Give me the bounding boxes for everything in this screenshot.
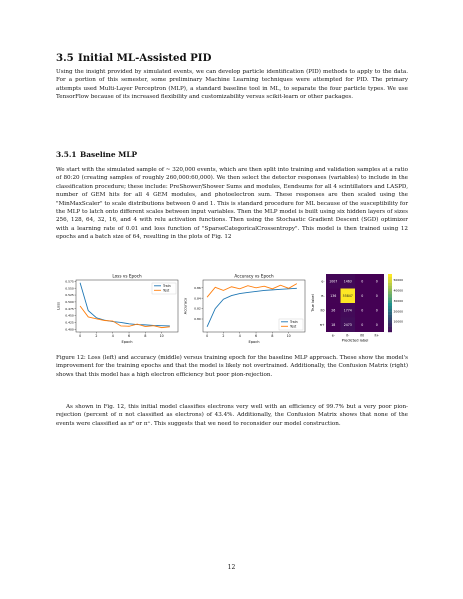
loss-ytick-label: 0.575	[65, 279, 74, 284]
cm-colorbar-segment	[388, 309, 392, 312]
cm-cell-value: 0	[361, 293, 364, 298]
loss-xtick-label: 4	[111, 334, 114, 338]
accuracy-chart	[183, 272, 309, 346]
cm-colorbar-tick-label: 50000	[393, 278, 404, 283]
cm-xtick-label: e-	[331, 333, 335, 338]
subsection-number: 3.5.1	[56, 150, 77, 159]
cm-colorbar-tick-label: 20000	[393, 309, 404, 314]
cm-ytick-label: π0	[320, 308, 325, 313]
loss-xtick-label: 8	[144, 334, 147, 338]
cm-colorbar-segment	[388, 312, 392, 315]
accuracy-ytick-label: 0.84	[194, 296, 201, 301]
cm-cell-value: 1463	[343, 279, 352, 284]
cm-cell-value: 0	[361, 322, 364, 327]
cm-colorbar-segment	[388, 323, 392, 326]
loss-xlabel: Epoch	[121, 340, 133, 344]
cm-colorbar-segment	[388, 320, 392, 323]
loss-ytick-label: 0.450	[65, 313, 74, 318]
loss-ylabel: Loss	[56, 302, 61, 310]
accuracy-xtick-label: 10	[286, 334, 291, 338]
cm-colorbar-segment	[388, 329, 392, 332]
cm-xtick-label: π+	[374, 333, 380, 338]
mlp-paragraph: We start with the simulated sample of ~ 320,000 events, which are then split into training and validation samples at a ratio of 80:20 (creating samples of roughly 260,000:60,000). We then select the detector responses (variables) to include in the classification procedure; these include: PreShower/Shower Sums and modules, Eendsums for all 4 scintillators and LASPD, number of GEM hits for all 4 GEM modules, and photoelectron sum. These responses are then scaled using the "MinMaxScaler" to scale distributions between 0 and 1. This is standard procedure for ML because of the susceptibility for the MLP to latch onto different scales between input variables. Then the MLP model is built using six hidden layers of sizes 256, 128, 64, 32, 16, and 4 with relu activation functions. Then using the Stochastic Gradient Descent (SGD) optimizer with a learning rate of 0.01 and loss function of "SparseCategoricalCrossentropy". This model is then trained using 12 epochs and a batch size of 64, resulting in the plots of Fig. 12	[56, 167, 408, 241]
cm-ytick-label: π+	[319, 322, 325, 327]
cm-cell-value: 0	[361, 279, 364, 284]
cm-cell-value: 0	[361, 308, 364, 313]
cm-cell-value: 136	[330, 293, 337, 298]
accuracy-xtick-label: 4	[238, 334, 241, 338]
section-title-text: Initial ML-Assisted PID	[78, 52, 212, 64]
accuracy-xtick-label: 8	[271, 334, 274, 338]
accuracy-title: Accuracy vs Epoch	[234, 273, 274, 279]
cm-cell-value: 26	[331, 308, 336, 313]
cm-xtick-label: π-	[346, 333, 350, 338]
accuracy-xlabel: Epoch	[248, 340, 260, 344]
accuracy-xtick-label: 6	[255, 334, 258, 338]
accuracy-ylabel: Accuracy	[183, 297, 188, 315]
section-number: 3.5	[56, 52, 74, 64]
cm-cell-value: 18	[331, 322, 336, 327]
cm-cell-value: 0	[375, 279, 378, 284]
loss-ytick-label: 0.475	[65, 306, 74, 311]
cm-colorbar-segment	[388, 315, 392, 318]
cm-cell-value: 0	[375, 322, 378, 327]
section-title	[56, 52, 211, 64]
cm-colorbar-segment	[388, 289, 392, 292]
subsection-title-text: Baseline MLP	[80, 150, 138, 159]
figure-caption: Figure 12: Loss (left) and accuracy (middle) versus training epoch for the baseline MLP approach. These show the model's improvement for the training epochs and that the model is likely not overtrained. Additionally, the Confusion Matrix (right) shows that this model has a high electron efficiency but poor pion-rejection.	[56, 355, 408, 378]
cm-colorbar-segment	[388, 326, 392, 329]
cm-colorbar-segment	[388, 318, 392, 321]
accuracy-ytick-label: 0.82	[194, 306, 201, 311]
accuracy-legend-label: Test	[290, 324, 297, 329]
cm-colorbar-segment	[388, 294, 392, 297]
cm-colorbar-segment	[388, 283, 392, 286]
accuracy-xtick-label: 0	[206, 334, 209, 338]
cm-colorbar-tick-label: 30000	[393, 298, 404, 303]
cm-colorbar-segment	[388, 291, 392, 294]
cm-cell-value: 0	[375, 293, 378, 298]
cm-xtick-label: π0	[360, 333, 365, 338]
intro-paragraph: Using the insight provided by simulated events, we can develop particle identification (PID) methods to apply to the data. For a portion of this semester, some preliminary Machine Learning techniques were attempted for PID. The primary attempts used Multi-Layer Perceptron (MLP), a standard baseline tool in ML, to separate the four particle types. We use TensorFlow because of its increased flexibility and customizability versus scikit-learn or other packages.	[56, 69, 408, 101]
loss-ytick-label: 0.500	[65, 299, 74, 304]
cm-cell-value: 1774	[343, 308, 352, 313]
cm-cell-value: 55847	[342, 293, 353, 298]
loss-title: Loss vs Epoch	[112, 273, 142, 279]
loss-legend-label: Train	[163, 283, 171, 288]
accuracy-ytick-label: 0.80	[194, 317, 201, 322]
loss-ytick-label: 0.550	[65, 286, 74, 291]
confusion-matrix	[310, 272, 416, 346]
cm-colorbar-tick-label: 10000	[393, 319, 404, 324]
results-paragraph: As shown in Fig. 12, this initial model classifies electrons very well with an efficiency of 99.7% but a very poor pion-rejection (percent of π not classified as electrons) of 43.4%. Additionally, the Confusion Matrix shows that none of the events were classified as π⁰ or π⁺. This suggests that we need to reconsider our model construction.	[56, 404, 408, 427]
loss-legend-label: Test	[163, 288, 170, 293]
cm-cell-value: 0	[375, 308, 378, 313]
loss-xtick-label: 6	[128, 334, 131, 338]
loss-ytick-label: 0.525	[65, 293, 74, 298]
cm-colorbar-segment	[388, 280, 392, 283]
cm-colorbar-segment	[388, 277, 392, 280]
cm-xlabel: Predicted label	[341, 338, 369, 343]
loss-xtick-label: 0	[79, 334, 82, 338]
cm-cell-value: 2473	[343, 322, 352, 327]
loss-chart	[56, 272, 182, 346]
cm-colorbar-segment	[388, 297, 392, 300]
cm-ylabel: True label	[311, 294, 315, 312]
loss-xtick-label: 2	[95, 334, 98, 338]
accuracy-xtick-label: 2	[222, 334, 225, 338]
cm-colorbar-segment	[388, 274, 392, 277]
cm-ytick-label: e-	[321, 279, 325, 284]
subsection-title	[56, 150, 137, 159]
cm-colorbar-segment	[388, 303, 392, 306]
page-number: 12	[227, 564, 236, 571]
cm-colorbar-segment	[388, 306, 392, 309]
cm-colorbar-tick-label: 40000	[393, 288, 404, 293]
cm-ytick-label: π-	[321, 293, 325, 298]
loss-ytick-label: 0.400	[65, 327, 74, 332]
accuracy-ytick-label: 0.86	[194, 285, 201, 290]
cm-colorbar-segment	[388, 286, 392, 289]
loss-ytick-label: 0.425	[65, 320, 74, 325]
cm-cell-value: 1007	[329, 279, 338, 284]
loss-xtick-label: 10	[159, 334, 164, 338]
cm-colorbar-segment	[388, 300, 392, 303]
accuracy-legend-label: Train	[290, 319, 298, 324]
